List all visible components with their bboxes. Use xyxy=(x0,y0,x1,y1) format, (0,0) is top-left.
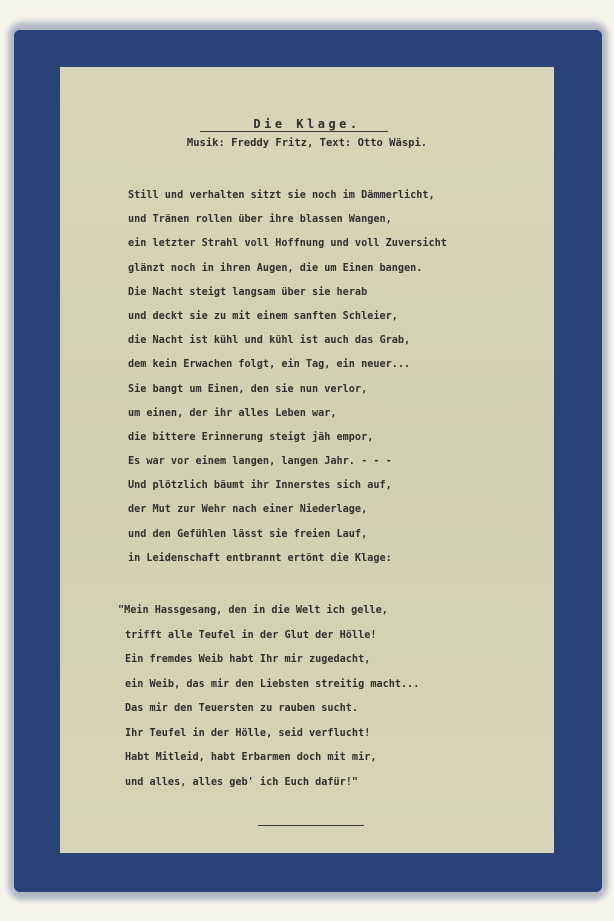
verse-line: Es war vor einem langen, langen Jahr. - - - xyxy=(128,456,392,468)
stanza-one xyxy=(128,184,447,571)
closing-rule xyxy=(258,825,364,826)
verse-line: Habt Mitleid, habt Erbarmen doch mit mir, xyxy=(125,752,377,763)
verse-line: der Mut zur Wehr nach einer Niederlage, xyxy=(128,504,368,516)
verse-line: Und plötzlich bäumt ihr Innerstes sich auf, xyxy=(128,480,392,492)
verse-line: Sie bangt um Einen, den sie nun verlor, xyxy=(128,383,368,395)
verse-line: und deckt sie zu mit einem sanften Schleier, xyxy=(128,310,398,322)
verse-line: die bittere Erinnerung steigt jäh empor, xyxy=(128,431,374,443)
verse-line: dem kein Erwachen folgt, ein Tag, ein neuer... xyxy=(128,359,411,371)
verse-line: Still und verhalten sitzt sie noch im Dämmerlicht, xyxy=(128,190,435,201)
title-underline xyxy=(200,131,388,132)
verse-line: "Mein Hassgesang, den in die Welt ich gelle, xyxy=(118,605,388,616)
page-title: Die Klage. xyxy=(253,117,361,131)
credits-line: Musik: Freddy Fritz, Text: Otto Wäspi. xyxy=(186,137,428,149)
verse-line: Ihr Teufel in der Hölle, seid verflucht! xyxy=(125,727,371,739)
verse-line: in Leidenschaft entbrannt ertönt die Klage: xyxy=(128,552,392,564)
verse-line: trifft alle Teufel in der Glut der Hölle! xyxy=(125,629,377,641)
typewritten-page xyxy=(60,67,554,853)
verse-line: und alles, alles geb' ich Euch dafür!" xyxy=(125,776,359,788)
verse-line: um einen, der ihr alles Leben war, xyxy=(128,407,337,419)
verse-line: ein letzter Strahl voll Hoffnung und voll Zuversicht xyxy=(128,238,447,250)
verse-line: glänzt noch in ihren Augen, die um Einen bangen. xyxy=(128,262,423,274)
verse-line: Ein fremdes Weib habt Ihr mir zugedacht, xyxy=(125,654,371,665)
stanza-two xyxy=(118,599,419,795)
verse-line: und den Gefühlen lässt sie freien Lauf, xyxy=(128,528,368,540)
verse-line: ein Weib, das mir den Liebsten streitig macht... xyxy=(125,678,420,690)
verse-line: Die Nacht steigt langsam über sie herab xyxy=(128,286,368,298)
verse-line: die Nacht ist kühl und kühl ist auch das Grab, xyxy=(128,335,411,347)
verse-line: und Tränen rollen über ihre blassen Wangen, xyxy=(128,214,392,226)
verse-line: Das mir den Teuersten zu rauben sucht. xyxy=(125,703,359,714)
